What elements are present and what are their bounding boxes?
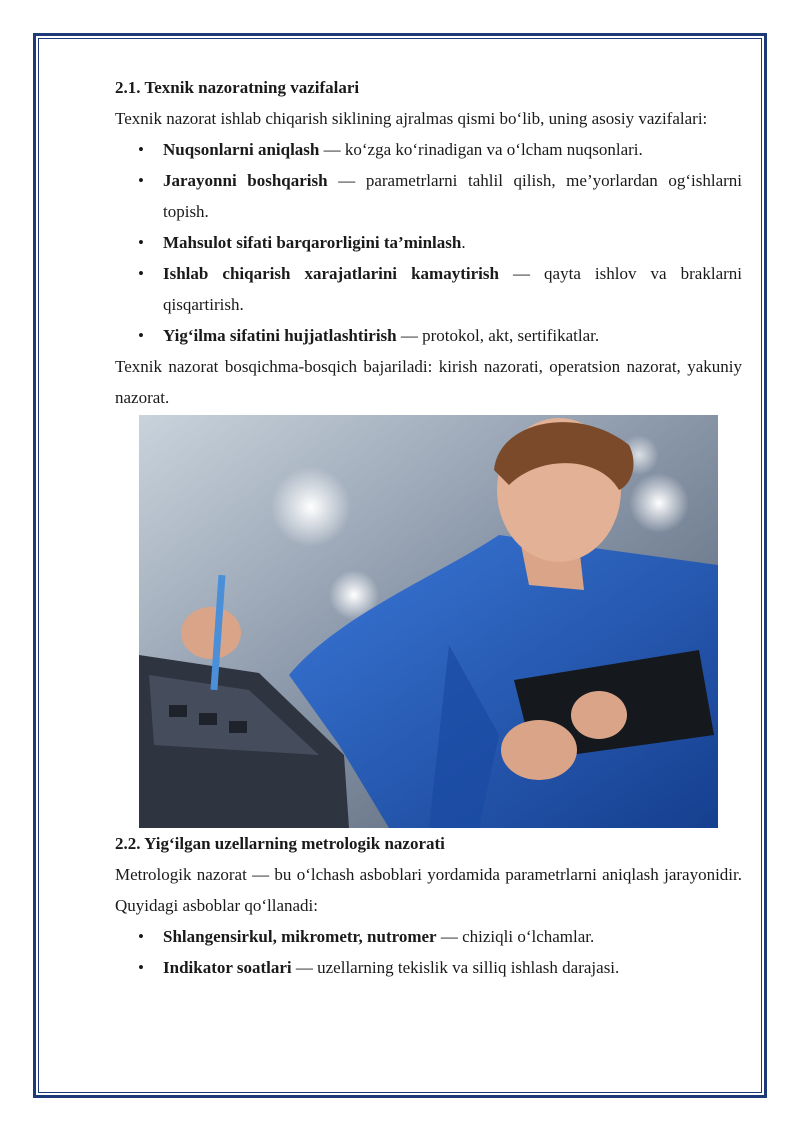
list-item-term: Mahsulot sifati barqarorligini ta’minlash [163,233,462,252]
bullet: • [138,958,144,977]
list-item-text: — uzellarning tekislik va silliq ishlash darajasi. [291,958,620,977]
list-item-text: — qayta ishlov va braklarni qisqartirish. [163,264,743,314]
list-item-text: — parametrlarni tahlil qilish, me’yorlardan og‘ishlarni topish. [163,171,743,221]
list-item [115,165,742,227]
page-content [115,72,742,983]
list-item-text: — chiziqli o‘lchamlar. [436,927,595,946]
list-item-text: — protokol, akt, sertifikatlar. [396,326,600,345]
section-2-intro: Metrologik nazorat — bu o‘lchash asboblari yordamida parametrlarni aniqlash jarayonidir. Quyidagi asboblar qo‘llanadi: [115,865,742,915]
list-item [115,258,742,320]
list-item-term: Ishlab chiqarish xarajatlarini kamaytirish [163,264,499,283]
bullet: • [138,233,144,252]
bullet: • [138,927,144,946]
bullet: • [138,171,144,190]
list-item-term: Jarayonni boshqarish [163,171,328,190]
list-item-term: Nuqsonlarni aniqlash [163,140,320,159]
bullet: • [138,326,144,345]
list-item-text: . [461,233,466,252]
bullet: • [138,140,144,159]
list-item [115,921,742,952]
photo-illustration [139,415,718,828]
section-1-list [115,134,742,351]
section-2-list [115,921,742,983]
bullet: • [138,264,144,283]
list-item [115,134,742,165]
list-item [115,227,742,258]
section-heading-2-1: 2.1. Texnik nazoratning vazifalari [115,78,360,97]
list-item-text: — ko‘zga ko‘rinadigan va o‘lcham nuqsonlari. [319,140,643,159]
list-item [115,952,742,983]
list-item [115,320,742,351]
list-item-term: Yig‘ilma sifatini hujjatlashtirish [163,326,397,345]
section-1-intro: Texnik nazorat ishlab chiqarish siklining ajralmas qismi bo‘lib, uning asosiy vazifalari: [115,109,708,128]
section-heading-2-2: 2.2. Yig‘ilgan uzellarning metrologik nazorati [115,834,445,853]
list-item-term: Indikator soatlari [163,958,292,977]
technician-inspection-photo [139,415,718,828]
list-item-term: Shlangensirkul, mikrometr, nutromer [163,927,437,946]
section-1-outro: Texnik nazorat bosqichma-bosqich bajariladi: kirish nazorati, operatsion nazorat, yakuniy nazorat. [115,357,742,407]
